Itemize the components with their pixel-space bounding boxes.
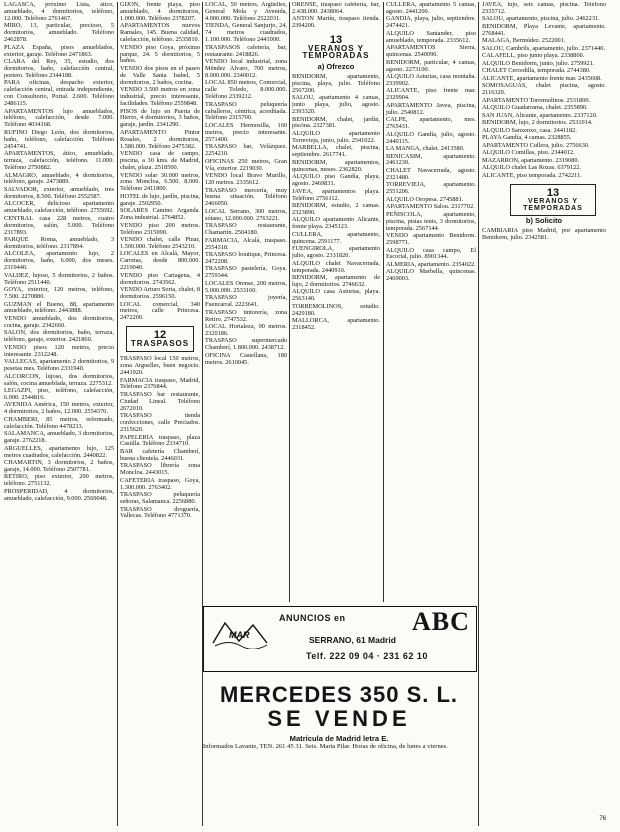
classified-ad: LEGAZPI, piso, teléfono, calefacción, 6.000. 2544816. (4, 387, 114, 401)
section-number: 13 (546, 186, 560, 199)
classified-ad: PEÑISCOLA, apartamento, piscina, pistas tenis, 3 dormitorios, temporada. 2567144. (386, 210, 476, 232)
classified-ad: CULLERA, apartamento, quincena. 2591177. (292, 230, 380, 245)
classified-ad: TIENDA, General Sanjurjo, 24, 74 metros cuadrados, 1.100.000. Teléfono 2441000. (205, 22, 287, 44)
classified-ad: LOCALES Orense, 200 metros, 5.000.000. 2533160. (205, 279, 287, 294)
abc-brand: ABC (412, 607, 470, 636)
classified-ad: LOCAL comercial, 340 metros, calle Princesa. 2472200. (120, 300, 200, 322)
column-3-ads (205, 2, 287, 367)
classified-ad: BENIDORM, lujo, 2 dormitorios. 2531014. (482, 119, 593, 127)
classified-ad: HOTEL de lujo, jardín, piscina, garaje. 2502950. (120, 192, 200, 207)
column-1-ads (4, 2, 114, 503)
classified-ad: BENIDORM, particular, 4 camas, agosto. 2273100. (386, 58, 476, 73)
classified-ad: SAN JUAN, Alicante, apartamento. 2337120. (482, 111, 598, 119)
classified-ad: TRASPASO pastelería, Goya. 2759344. (205, 265, 287, 280)
classified-ad: APARTAMENTO Salou. 2317702. (386, 203, 475, 211)
classified-ad: ALQUILO Asturias, casa montaña. 2339902. (386, 73, 476, 87)
classified-ad: ANTON Martín, traspaso tienda. 2394200. (292, 15, 380, 30)
classified-ad: TRASPASO peluquería señoras, Salamanca. 2256880. (120, 491, 200, 506)
classified-ad: JAVEA, lujo, seis camas, piscina. Teléfono 2335712. (482, 2, 606, 15)
subsection-title: b) Solicito (525, 216, 563, 226)
classified-ad: VENDO piso Goya, próximo parque, 24. 5 dormitorios, 5 baños. (120, 43, 200, 65)
page-number: 76 (599, 816, 606, 822)
classified-ad: ALMAGRO, amueblado, 4 dormitorios, teléfono, garaje. 2473889. (4, 171, 114, 186)
classified-ad: ALQUILO Guadarrama, chalet. 2355890. (482, 104, 588, 112)
classified-ad: CENTRAL casa 228 metros, cuatro dormitorios, salón, 5.000. Teléfono 2317893. (4, 214, 114, 236)
classified-ad: CHALET Navacerrada, agosto. 2321480. (386, 166, 476, 181)
mar-logo-graphic (211, 619, 269, 649)
classified-ad: APARTAMENTOS, ático, amueblado, terraza, calefacción, teléfono. 11.000. Teléfono 2750882. (4, 150, 114, 171)
mercedes-ad-title: MERCEDES 350 S. L. (219, 682, 459, 707)
classified-ad: PROSPERIDAD, 4 dormitorios, amueblado, calefacción, 9.000. 2569048. (4, 487, 114, 502)
column-divider (478, 2, 479, 826)
classified-ad: APARTAMENTOS Sierra, quincenas. 2540090. (386, 44, 476, 59)
classified-ad: BAR cafetería Chamberí, buena clientela. 2446031. (120, 447, 200, 462)
classified-ad: TORREMOLINOS, estudio. 2429180. (292, 302, 380, 317)
classified-ad: TRASPASO local 150 metros, zona Arguelles, buen negocio. 2441920. (120, 355, 200, 376)
classified-ad: CHAMBERI, 85 metros, reformado, calefacción. Teléfono 4478233. (4, 415, 114, 430)
classified-ad: VENDO local Bravo Murillo, 120 metros. 2335612. (205, 172, 287, 186)
column-6-ads (482, 2, 606, 180)
classified-ad: CHAMARTIN, 3 dormitorios, 2 baños, garaje, 14.000. Teléfono 2507781. (4, 459, 114, 473)
classified-ad: LOCALES Hermosilla, 160 metros, precio interesante. 2571400. (205, 121, 287, 143)
classified-ad: TRASPASO supermercado Chamberí, 1.800.000. 2438712. (205, 337, 287, 352)
classified-ad: APARTAMENTO Pintor Rosales, 2 dormitorios, 1.580.000. Teléfono 2475382. (120, 128, 200, 150)
column-4-veranos-ads (292, 74, 380, 332)
column-2-traspasos-ads (120, 356, 200, 520)
classified-ad: ALQUILO Comillas, piso. 2344012. (482, 149, 575, 157)
classified-ad: GOYA, exterior, 120 metros, teléfono, 7.500. 2270880. (4, 286, 114, 301)
column-5-ads (386, 2, 476, 283)
column-1 (4, 2, 114, 828)
classified-ad: GIJON, frente playa, piso amueblado, 4 dormitorios, 1.000.000. Teléfono 2378207. (120, 2, 200, 22)
classified-ad: TRASPASO tienda confecciones, calle Preciados. 2315620. (120, 412, 200, 434)
classified-ad: CAMBIARIA piso Madrid, por apartamento Benidorm, julio. 2342581. (482, 227, 606, 242)
classified-ad: FUENGIROLA, apartamento julio, agosto. 2331820. (292, 245, 380, 260)
column-5 (386, 2, 476, 604)
classified-ad: SALAMANCA, amueblado, 3 dormitorios, garaje. 2762218. (4, 430, 114, 445)
classified-ad: TRASPASO bar restaurante, Ciudad Lineal. Teléfono 2672010. (120, 390, 200, 412)
classified-ad: BENIDORM, chalet, jardín, piscina. 2327381. (292, 115, 380, 130)
svg-text:MAR: MAR (229, 630, 250, 640)
classified-ad: TRASPASO droguería, Vallecas. Teléfono 4771370. (120, 505, 200, 520)
classified-ad: ALQUILO casa Asturias, playa. 2563140. (292, 288, 380, 303)
classified-ad: LOCAL, 50 metros, Argüelles, General Mola y Avenida, 4.000.000. Teléfono 2522031. (205, 2, 287, 22)
classified-ad: SALOU, Cambrils, apartamento, julio. 2371440. (482, 44, 605, 52)
classified-ad: SALOU, apartamento 4 camas, junto playa, julio, agosto. 2393320. (292, 94, 380, 116)
classified-ad: MAZARRON, apartamento. 2319080. (482, 156, 580, 164)
classified-ad: VENDO piso Cartagena, 4 dormitorios. 2743562. (120, 271, 200, 286)
classified-ad: FARMACIA, Alcalá, traspaso. 2554318. (205, 236, 287, 251)
classified-ad: JAVEA, apartamentos playa. Teléfono 2756112. (292, 187, 380, 202)
classified-ad: TRASPASO restaurante, Chamartín. 2504180. (205, 222, 287, 237)
classified-ad: SALVADOR, exterior, amueblado, tres dormitorios, 8.500. Teléfono 2552587. (4, 185, 114, 200)
classified-ad: APARTAMENTO Torremolinos. 2531800. (482, 96, 591, 104)
classified-ad: ALQUILO Gandía, julio, agosto. 2440115. (386, 130, 476, 145)
classified-ad: ALICANTE, piso frente mar. 2329904. (386, 87, 476, 102)
section-heading-traspasos (126, 326, 194, 352)
classified-ad: CLARA del Rey, 35, estudio, dos dormitorios, baño, calefacción central, portero. Teléfono 2344188. (4, 58, 114, 79)
column-2-ads (120, 2, 200, 322)
classified-ad: SALOU, apartamento, piscina, julio. 2462231. (482, 15, 600, 23)
classified-ad: GUZMAN el Bueno, 88, apartamento amueblado, teléfono. 2443888. (4, 300, 114, 315)
classified-ad: ALCOCER, delicioso apartamento amueblado, calefacción, teléfono. 2755692. (4, 200, 114, 215)
classified-ad: PARQUE Roma, amueblado, 3 dormitorios, teléfono. 2317894. (4, 236, 114, 250)
classified-ad: PARA oficinas, despacho exterior, calefacción central, entrada independiente, con Consultorio, Portal. 2.600. Teléfono 2486115. (4, 79, 114, 108)
classified-ad: ALQUILO Benidorm, junio, julio. 2759921. (482, 59, 595, 67)
section-title: TRASPASOS (130, 339, 190, 349)
column-4 (292, 2, 380, 604)
classified-ad: VENDO 3.500 metros en zona industrial, precio interesante, facilidades. Teléfono 2559848. (120, 86, 200, 108)
classified-ad: ALQUILO Oropesa. 2745881. (386, 195, 464, 203)
classified-ad: ALQUILO chalet Navacerrada, temporada. 2440910. (292, 259, 380, 274)
classified-ad: ALCOLEA, apartamento lujo, 2 dormitorios, baño, 6.000, dos meses. 2319440. (4, 250, 114, 272)
classified-ad: SOMOSAGUAS, chalet piscina, agosto. 2116320. (482, 82, 606, 97)
classified-ad: TRASPASO bar, Velázquez. 2254210. (205, 143, 287, 158)
classified-ad: ALCORCON, lujoso, dos dormitorios, salón, cocina amueblada, terraza. 2275312. (4, 372, 114, 387)
classified-ad: ALMERIA, apartamento. 2354022. (386, 260, 476, 268)
classified-ad: SOLARES Camino Arganda. Zona industrial. 2764852. (120, 207, 200, 222)
classified-ad: VALLECAS, apartamento 2 dormitorios, 9 pesetas mes. Teléfono 2331940. (4, 358, 114, 373)
classified-ad: PISOS de lujo en Puerta de Hierro, 4 dormitorios, 3 baños, garaje, jardín. 2341290. (120, 107, 200, 129)
column-4-ads (292, 2, 380, 30)
mercedes-ad-details: Informados Lavante, TEN. 261 45 31. Seis. Marta Pilar. Horas de oficina, de lunes a viernes. (203, 743, 448, 751)
classified-ad: VENDO piso 200 metros. Teléfono 2315090. (120, 221, 200, 236)
classified-ad: TRASPASO peluquería caballeros, céntrica, acreditada. Teléfono 2315700. (205, 100, 287, 122)
classified-ad: VENDO dos pisos en el paseo de Valle Santa Isabel, 5 dormitorios, 2 baños, cocina. (120, 64, 200, 86)
mercedes-ad-subtitle: SE VENDE (267, 706, 411, 731)
classified-ad: LOCAL 850 metros, Comercial, calle Toledo, 8.000.000. Teléfono 2339212. (205, 79, 287, 101)
classified-ad: ARGUELLES, apartamento lujo, 125 metros cuadrados, calefacción. 2440822. (4, 444, 114, 459)
classified-ad: ALQUILO Marbella, quincenas. 2469003. (386, 268, 476, 283)
column-divider (117, 2, 118, 826)
abc-advertisement (203, 606, 477, 672)
classified-ad: BENIDORM, Playa Levante, apartamento. 2768441. (482, 22, 606, 37)
classified-ad: RUFINO Diego León, dos dormitorios, baño, teléfono, calefacción. Teléfono 2454741. (4, 128, 114, 150)
subsection-title: a) Ofrezco (317, 62, 355, 72)
section-heading-veranos (292, 35, 380, 60)
classified-ad: ALICANTE, apartamento frente mar. 2435608. (482, 74, 602, 82)
classified-ad: ALQUILO casa campo, El Escorial, julio. 8901344. (386, 246, 476, 261)
classified-ad: VALDEZ, lujoso, 5 dormitorios, 2 baños. Teléfono 2511440. (4, 271, 114, 286)
column-3 (205, 2, 287, 604)
classified-ad: TRASPASOS cafetería, bar, restaurante. 2418826. (205, 43, 287, 58)
mercedes-advertisement (203, 681, 475, 831)
classified-ad: LOCAL Hortaleza, 90 metros. 2320186. (205, 323, 287, 337)
classified-ad: LOCAL Serrano, 300 metros, sótano, 12.000.000. 2763221. (205, 207, 287, 222)
classified-ad: VENDO solar 30.000 metros, zona Moncloa, 6.500. 8.000. Teléfono 2411800. (120, 171, 200, 193)
mercedes-ad-registration: Matrícula de Madrid letra E. (289, 734, 389, 743)
classified-ad: CALAFELL, piso junto playa. 2338800. (482, 52, 585, 60)
classified-ad: PLAYA Gandía, 4 camas. 2328855. (482, 134, 572, 142)
classified-ad: BENIDORM, estudio, 2 camas. 2323890. (292, 202, 380, 216)
classified-ad: TORREVIEJA, apartamento. 2551206. (386, 181, 476, 196)
classified-ad: APARTAMENTOS lujo amueblados, teléfono, calefacción, desde 7.000. Teléfono 4034168. (4, 107, 114, 129)
classified-ad: BENICASIM, apartamento. 2461230. (386, 152, 476, 167)
classified-ad: LAGASCA, próximo Lista, ático, amueblado, 4 dormitorios, teléfono, 12.000. Teléfono 2761467. (4, 2, 114, 22)
mar-logo (211, 619, 269, 649)
classified-ad: FARMACIA traspaso, Madrid, Teléfono 2376844. (120, 376, 200, 391)
classified-ad: SALON, dos dormitorios, baño, terraza, teléfono, garaje, exterior. 2421860. (4, 329, 114, 344)
classified-ad: APARTAMENTO Cullera, julio. 2756630. (482, 141, 590, 149)
classified-ad: MIRO, 13, particular, precioso, 5 dormitorios, amueblado. Teléfono 2462878. (4, 22, 114, 44)
column-divider (289, 2, 290, 602)
column-6-solicito-ads (482, 228, 606, 242)
classified-ad: BENIDORM, apartamentos, quincenas, meses. 2362820. (292, 158, 380, 173)
classified-ad: ALQUILO apartamento Torrevieja, junio, julio. 2541022. (292, 129, 380, 144)
classified-ad: TRASPASO boutique, Princesa. 2472208. (205, 251, 287, 265)
abc-ad-phones: Telf. 222 09 04 · 231 62 10 (306, 651, 428, 661)
classified-ad: CULLERA, apartamento 5 camas, agosto. 2441200. (386, 2, 476, 15)
section-title: VERANOS Y TEMPORADAS (302, 44, 370, 61)
classified-ad: CALPE, apartamento, mes. 2765431. (386, 116, 476, 131)
classified-ad: AVENIDA América, 150 metros, exterior, 4 dormitorios, 2 baños, 12.000. 2554370. (4, 401, 114, 416)
classified-ad: TRASPASO tintorería, zona Retiro. 2747532. (205, 308, 287, 323)
classified-ad: MARBELLA, chalet, piscina, septiembre. 2617741. (292, 144, 380, 159)
classified-ad: ALQUILO chalet Las Rozas. 6379122. (482, 164, 581, 172)
classified-ad: PAPELERIA traspaso, plaza Castilla. Teléfono 2334710. (120, 433, 200, 448)
classified-ad: VENDO pisos 120 metros, precio interesante. 2312248. (4, 343, 114, 358)
classified-ad: APARTAMENTOS nuevos Ramales, 145. Buena calidad, calefacción, teléfono. 2535810. (120, 22, 200, 44)
section-number: 13 (329, 34, 343, 47)
classified-ad: LA MANGA, chalet. 2413580. (386, 145, 465, 153)
classified-ad: VENDO amueblado, dos dormitorios, cocina, garaje. 2342660. (4, 314, 114, 329)
classified-ad: OFICINAS 250 metros, Gran Vía, exterior. 2219030. (205, 157, 287, 172)
classified-ad: CAFETERIA traspaso, Goya, 1.300.000. 2763402. (120, 476, 200, 491)
section-title: VERANOS Y TEMPORADAS (523, 197, 583, 212)
classified-ad: APARTAMENTO Javea, piscina, julio. 2540812. (386, 101, 476, 116)
classified-ad: MALLORCA, apartamento. 2318452. (292, 317, 380, 332)
abc-ad-heading: ANUNCIOS en (279, 613, 346, 623)
column-2 (120, 2, 200, 828)
classified-ad: TRASPASO joyería, Fuencarral. 2223641. (205, 294, 287, 309)
classified-ad: ALICANTE, piso temporada. 2742211. (482, 171, 582, 179)
classified-ad: VENDO Arturo Soria, chalet, 8 dormitorios. 2596150. (120, 286, 200, 301)
classified-ad: OFICINA Castellana, 180 metros. 2610045. (205, 351, 287, 366)
classified-ad: VENDO casa de campo, piscina, a 30 kms. de Madrid, chalet, plaza. 2518500. (120, 150, 200, 171)
classified-ad: CHALET Cercedilla, temporada. 2744380. (482, 67, 591, 75)
section-number: 12 (153, 329, 167, 342)
classified-ad: MALAGA, Bermúdez. 2522001. (482, 37, 566, 45)
classified-ad: VENDO local industrial, zona Méndez Alvaro, 700 metros, 8.000.000. 2340012. (205, 58, 287, 79)
column-divider (383, 2, 384, 602)
classified-ad: PLAZA España, pisos amueblados, exterior, garaje. Teléfono 2471863. (4, 43, 114, 58)
classified-ad: GANDIA, playa, julio, septiembre. 2474421. (386, 15, 476, 30)
classified-ad: ALQUILO piso Gandía, playa, agosto. 2469831. (292, 173, 380, 188)
mercedes-ad-body (203, 735, 475, 751)
classified-ad: TRASPASO librería zona Moncloa. 2443015. (120, 462, 200, 477)
column-6 (482, 2, 606, 828)
classified-ad: RETIRO, piso exterior, 200 metros, teléfono. 2751132. (4, 473, 114, 488)
classified-ad: BENIDORM, apartamento de lujo, 2 dormitorios. 2746632. (292, 274, 380, 288)
classified-ad: ALQUILO apartamento Alicante, frente playa. 2345123. (292, 216, 380, 231)
classified-ad: BENIDORM, apartamento, piscina, playa, julio. Teléfono 2567200. (292, 72, 380, 94)
classified-ad: VENDO apartamento Benidorm. 2598771. (386, 232, 476, 246)
classified-ad: LOCALES en Alcalá, Mayor, Carretas, desde 800.000. 2219040. (120, 250, 200, 272)
classified-ad: VENDO chalet, calle Pinar, 1.500.000. Teléfono 2543210. (120, 236, 200, 250)
classified-ad: ALQUILO Santander, piso amueblado, temporada. 2335612. (386, 29, 476, 44)
classified-ad: TRASPASO mercería, muy buena situación. Teléfono 2466050. (205, 186, 287, 208)
classified-ad: ORENSE, traspaso cafetería, bar, 2.438.000. 2438064. (292, 2, 380, 15)
section-heading-veranos-solicito (510, 184, 596, 217)
abc-ad-address: SERRANO, 61 Madrid (309, 635, 396, 645)
classified-ad: ALQUILO Sanxenxo, casa. 2441182. (482, 126, 577, 134)
